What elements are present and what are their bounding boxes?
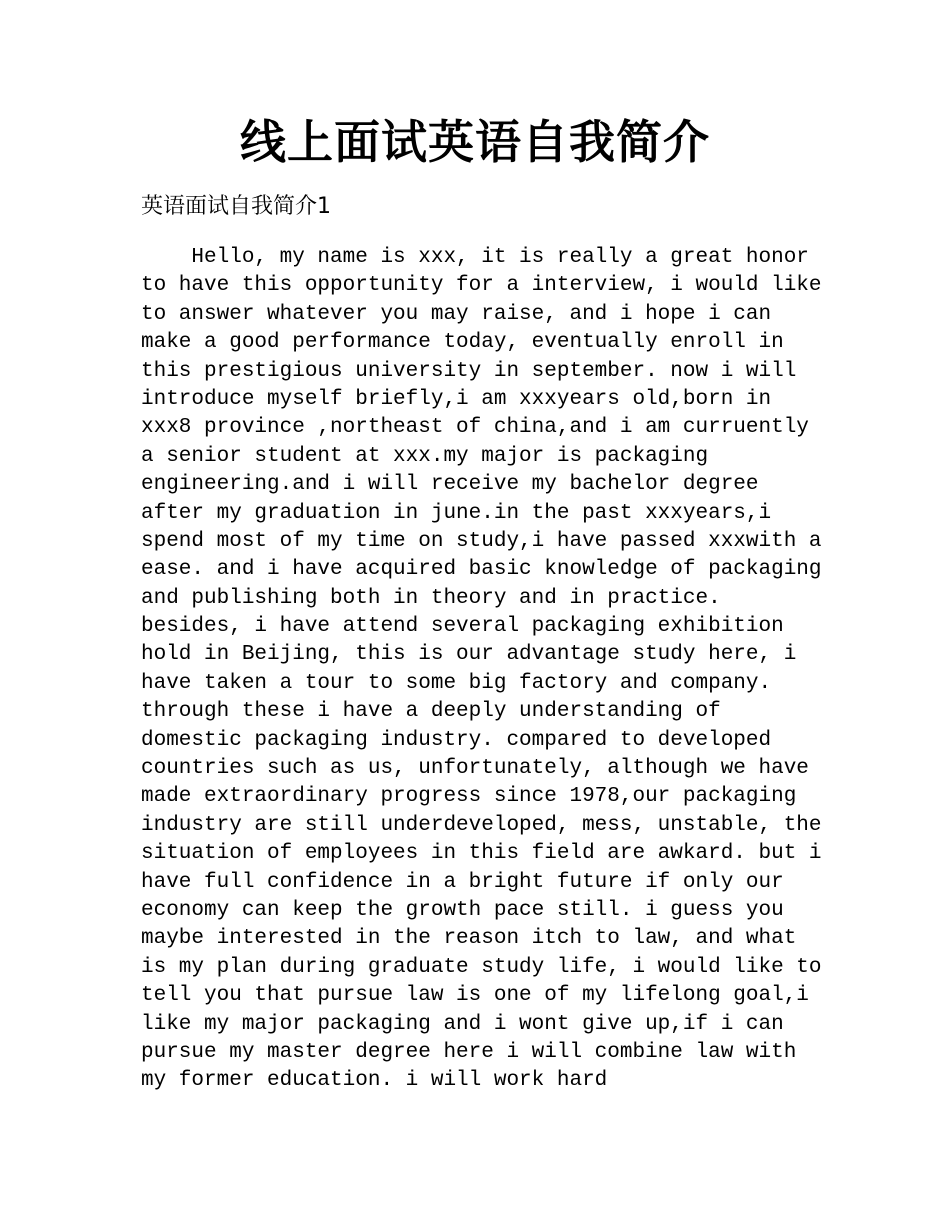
text-line: ease. and i have acquired basic knowledge of packaging [141,558,822,582]
text-line: a senior student at xxx.my major is packaging [141,444,709,468]
text-line: have full confidence in a bright future if only our [141,870,784,894]
text-line: engineering.and i will receive my bachelor degree [141,473,759,497]
text-line: industry are still underdeveloped, mess, unstable, the [141,813,822,837]
text-line: tell you that pursue law is one of my lifelong goal,i [141,984,809,1008]
text-line: economy can keep the growth pace still. i guess you [141,898,784,922]
section-heading: 英语面试自我简介1 [141,194,331,219]
text-line: this prestigious university in september. now i will [141,359,797,383]
text-line: after my graduation in june.in the past xxxyears,i [141,501,772,525]
text-line: spend most of my time on study,i have passed xxxwith a [141,529,822,553]
text-line: to answer whatever you may raise, and i hope i can [141,302,772,326]
body-paragraph [141,244,821,1096]
text-line: make a good performance today, eventually enroll in [141,331,784,355]
text-line: countries such as us, unfortunately, although we have [141,757,809,781]
text-line: introduce myself briefly,i am xxxyears old,born in [141,387,772,411]
text-line: pursue my master degree here i will combine law with [141,1040,797,1064]
text-line: xxx8 province ,northeast of china,and i am curruently [141,416,809,440]
page-title: 线上面试英语自我简介 [240,115,710,169]
text-line: and publishing both in theory and in practice. [141,586,721,610]
text-line: is my plan during graduate study life, i would like to [141,955,822,979]
text-line: situation of employees in this field are awkard. but i [141,842,822,866]
text-line: made extraordinary progress since 1978,our packaging [141,785,797,809]
text-line: Hello, my name is xxx, it is really a great honor [141,246,809,269]
text-line: through these i have a deeply understanding of [141,700,721,724]
text-line: besides, i have attend several packaging exhibition [141,615,784,639]
text-line: like my major packaging and i wont give up,if i can [141,1012,784,1036]
text-line: maybe interested in the reason itch to law, and what [141,927,797,951]
text-line: have taken a tour to some big factory and company. [141,671,772,695]
text-line: my former education. i will work hard [141,1069,608,1093]
text-line: domestic packaging industry. compared to developed [141,728,772,752]
text-line: hold in Beijing, this is our advantage study here, i [141,643,797,667]
text-line: to have this opportunity for a interview, i would like [141,274,822,298]
